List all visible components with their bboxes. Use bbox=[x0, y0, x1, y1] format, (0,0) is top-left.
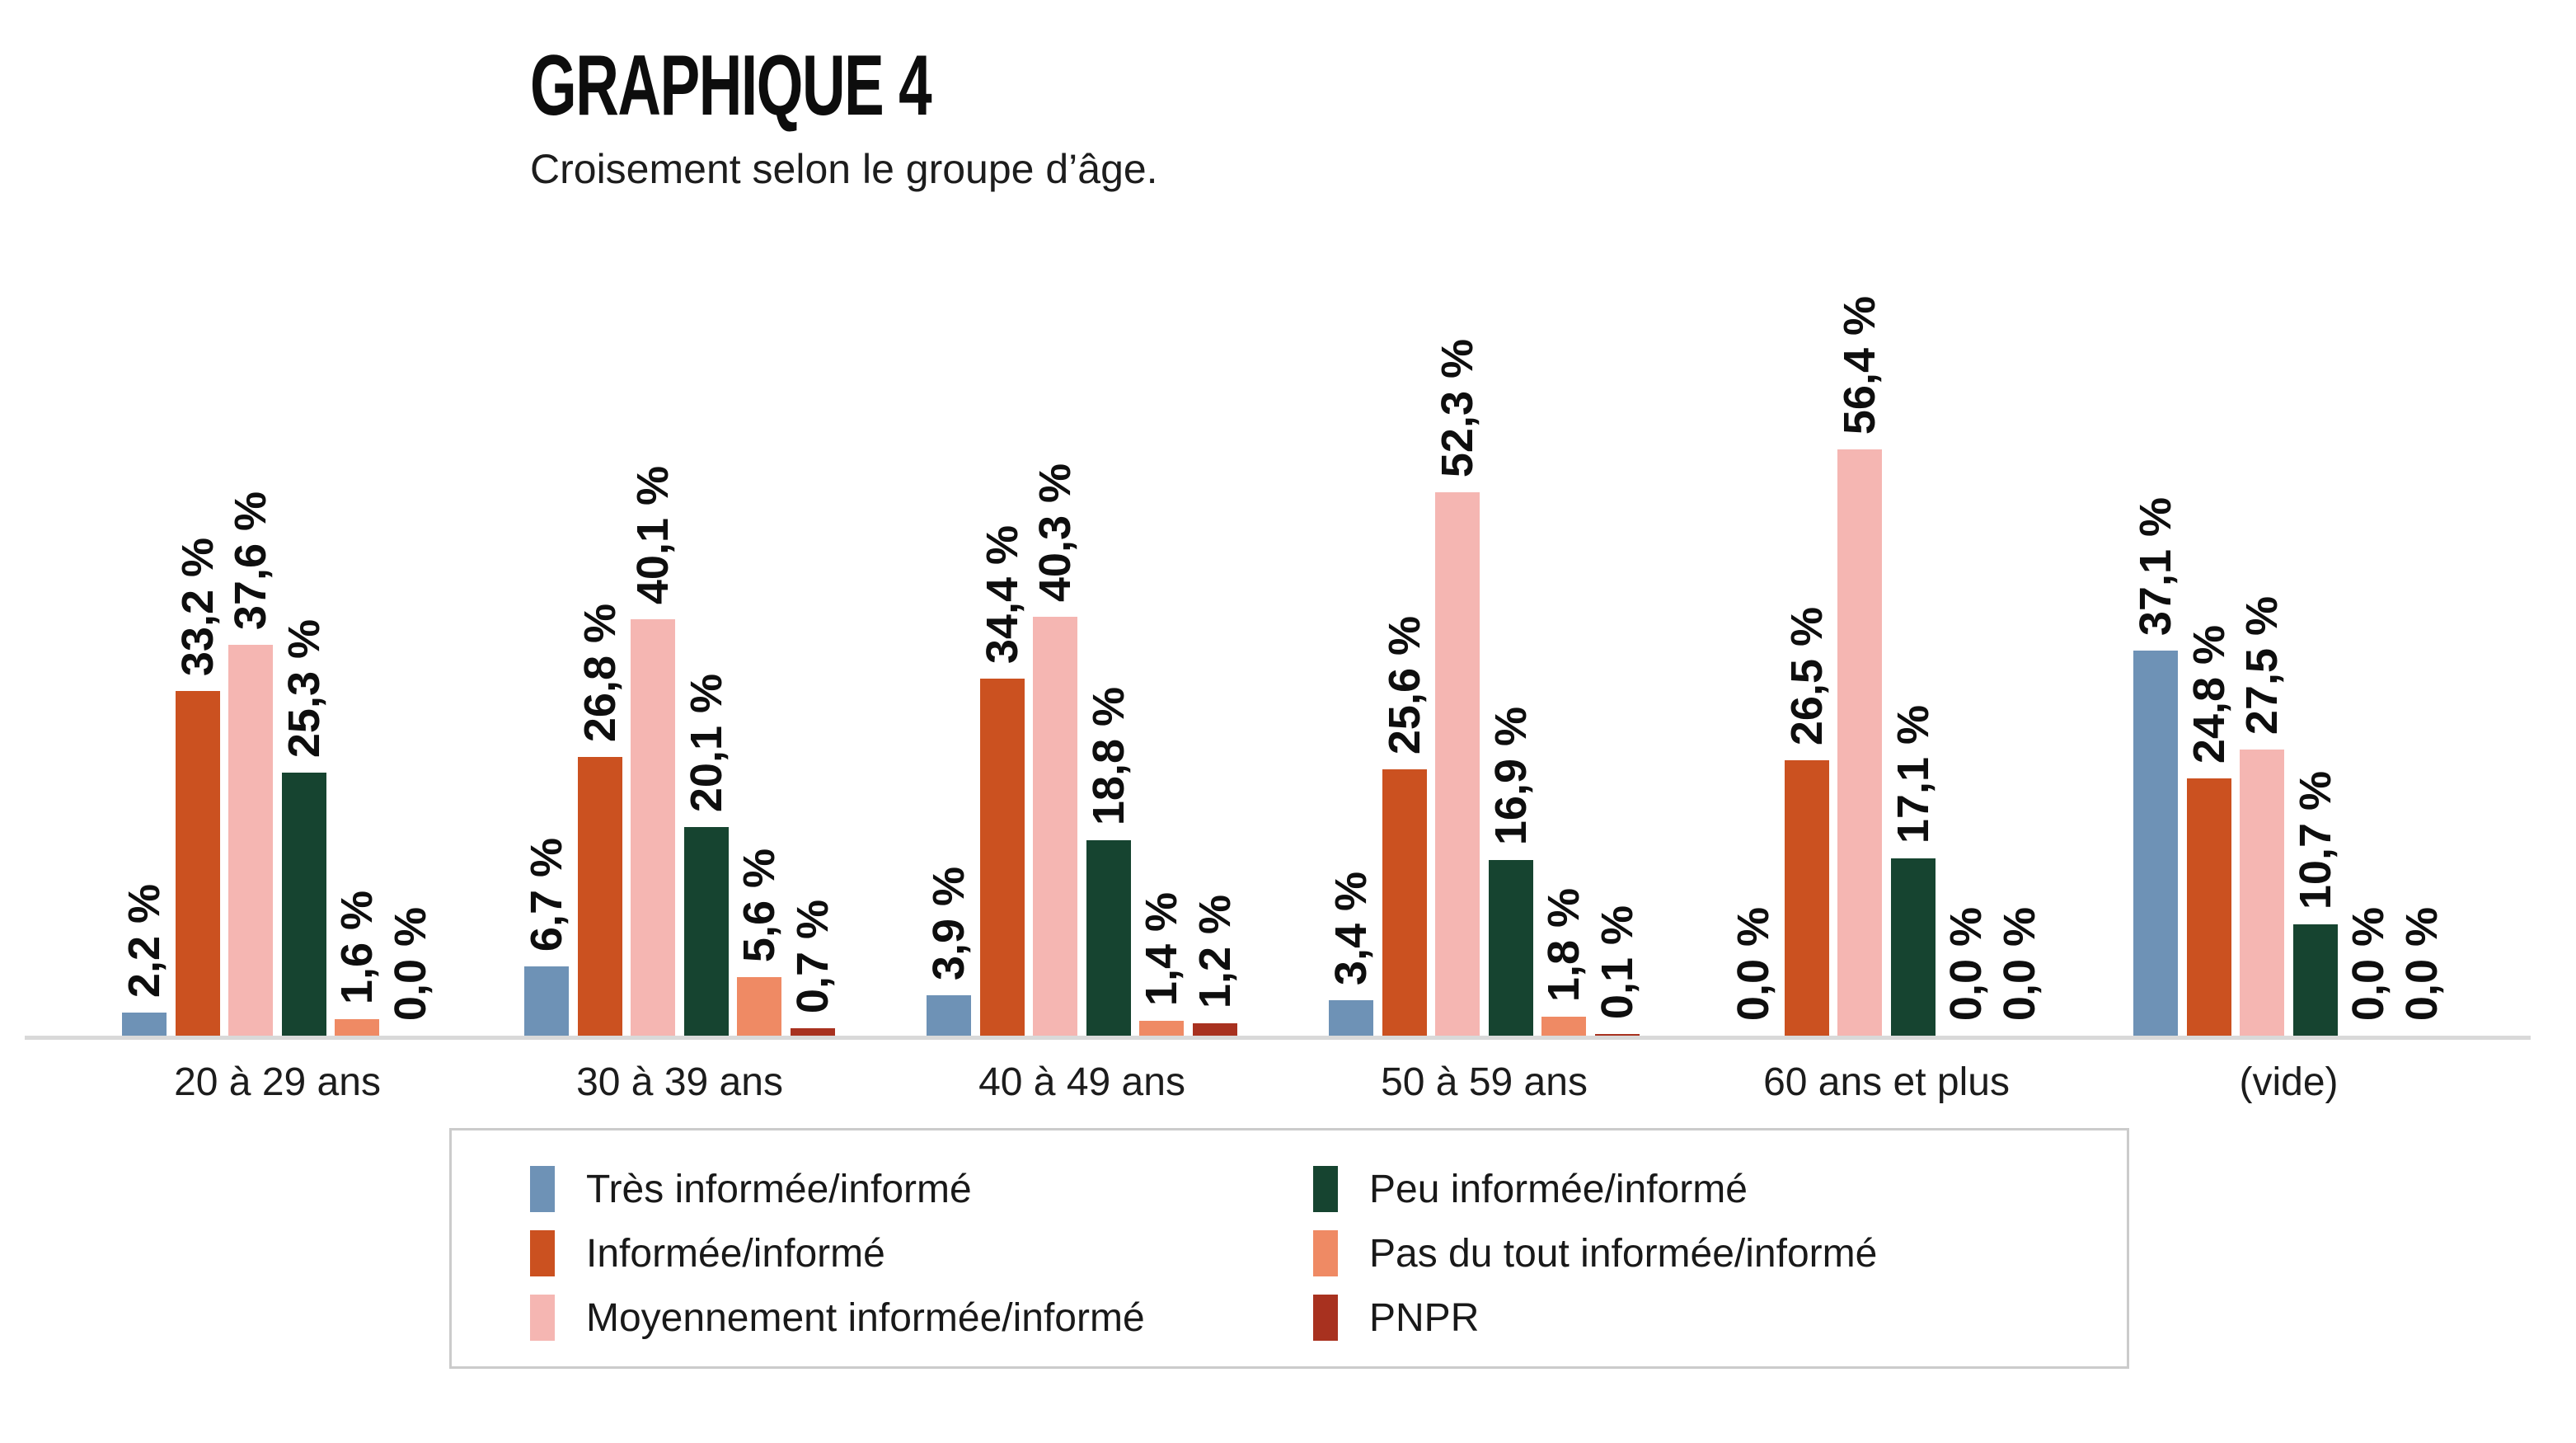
bar-cell bbox=[1189, 894, 1240, 1036]
bar-value-label: 16,9 % bbox=[1485, 706, 1536, 845]
legend-column-right bbox=[1313, 1157, 1877, 1366]
bar-cell bbox=[681, 673, 731, 1036]
bar-cell bbox=[1941, 906, 1992, 1036]
bar-cell bbox=[1030, 463, 1081, 1036]
bar-value-label: 33,2 % bbox=[172, 537, 223, 676]
category-label: 50 à 59 ans bbox=[1381, 1060, 1588, 1104]
bar bbox=[1139, 1021, 1184, 1036]
bar-value-label: 37,1 % bbox=[2131, 496, 2180, 636]
bar-cell bbox=[524, 838, 569, 1036]
bar-value-label: 0,0 % bbox=[1941, 906, 1992, 1021]
bar bbox=[791, 1028, 835, 1036]
bar-cell bbox=[2396, 906, 2447, 1036]
chart-legend bbox=[449, 1128, 2129, 1369]
bar bbox=[1435, 492, 1480, 1036]
bar-value-label: 0,0 % bbox=[385, 906, 435, 1021]
legend-swatch bbox=[1313, 1166, 1338, 1212]
bar-value-label: 2,2 % bbox=[120, 883, 169, 998]
bar-value-label: 5,6 % bbox=[734, 848, 785, 962]
bar bbox=[1033, 617, 1077, 1036]
bar-cell bbox=[332, 890, 382, 1036]
bar-value-label: 3,9 % bbox=[924, 866, 974, 980]
bar-value-label: 0,1 % bbox=[1592, 905, 1642, 1019]
bar bbox=[335, 1019, 379, 1036]
legend-label: PNPR bbox=[1369, 1295, 1480, 1340]
bar-value-label: 0,0 % bbox=[2396, 906, 2447, 1021]
bar-group bbox=[1326, 338, 1642, 1036]
bar-cell bbox=[924, 866, 974, 1036]
bar bbox=[684, 827, 729, 1036]
legend-item bbox=[530, 1286, 1313, 1350]
bar bbox=[1837, 449, 1882, 1036]
bar-value-label: 40,3 % bbox=[1030, 463, 1081, 602]
chart-groups bbox=[122, 296, 2536, 1036]
bar-value-label: 20,1 % bbox=[681, 673, 731, 812]
category-label: 30 à 39 ans bbox=[576, 1060, 783, 1104]
bar bbox=[2187, 778, 2231, 1036]
legend-swatch bbox=[530, 1295, 555, 1341]
bar bbox=[1891, 858, 1936, 1036]
bar-cell bbox=[2290, 770, 2340, 1036]
legend-swatch bbox=[530, 1230, 555, 1276]
category-label: (vide) bbox=[2239, 1060, 2339, 1104]
bar-value-label: 25,6 % bbox=[1379, 615, 1429, 754]
bar-cell bbox=[2344, 906, 2394, 1036]
bar-value-label: 6,7 % bbox=[522, 837, 571, 952]
bar-group bbox=[2131, 496, 2447, 1036]
bar bbox=[176, 691, 220, 1036]
bar-value-label: 27,5 % bbox=[2237, 595, 2287, 735]
bar-value-label: 1,6 % bbox=[332, 890, 382, 1004]
bar bbox=[2240, 750, 2284, 1036]
chart-subtitle: Croisement selon le groupe d’âge. bbox=[530, 146, 1158, 192]
bar-cell bbox=[734, 848, 785, 1036]
category-label: 40 à 49 ans bbox=[978, 1060, 1185, 1104]
bar-group bbox=[122, 491, 433, 1036]
bar bbox=[1193, 1023, 1237, 1036]
bar-value-label: 0,0 % bbox=[1729, 906, 1778, 1021]
bar-value-label: 1,2 % bbox=[1189, 894, 1240, 1008]
category-label: 20 à 29 ans bbox=[174, 1060, 381, 1104]
bar-cell bbox=[1083, 686, 1133, 1036]
bar-cell bbox=[1326, 871, 1376, 1036]
legend-label: Informée/informé bbox=[586, 1231, 885, 1276]
bar-value-label: 37,6 % bbox=[226, 491, 276, 630]
bar-cell bbox=[1731, 907, 1776, 1036]
bar bbox=[1541, 1017, 1586, 1036]
bar-cell bbox=[1994, 906, 2044, 1036]
bar bbox=[980, 679, 1025, 1036]
category-label: 60 ans et plus bbox=[1763, 1060, 2010, 1104]
legend-label: Pas du tout informée/informé bbox=[1369, 1231, 1878, 1276]
bar-value-label: 26,5 % bbox=[1781, 606, 1832, 745]
bar-value-label: 0,0 % bbox=[1994, 906, 2044, 1021]
bar bbox=[2133, 651, 2178, 1036]
bar-value-label: 52,3 % bbox=[1433, 338, 1483, 477]
bar-cell bbox=[2237, 595, 2287, 1036]
legend-label: Moyennement informée/informé bbox=[586, 1295, 1145, 1340]
bar-group bbox=[522, 465, 838, 1036]
bar-cell bbox=[1485, 706, 1536, 1036]
legend-item bbox=[1313, 1221, 1877, 1286]
bar-cell bbox=[1835, 295, 1885, 1036]
bar-value-label: 25,3 % bbox=[279, 618, 329, 758]
bar-cell bbox=[1433, 338, 1483, 1036]
legend-column-left bbox=[530, 1157, 1313, 1366]
bar bbox=[1489, 860, 1533, 1036]
chart-header bbox=[530, 38, 1158, 193]
bar-value-label: 3,4 % bbox=[1326, 871, 1376, 985]
legend-item bbox=[1313, 1157, 1877, 1221]
bar bbox=[122, 1013, 167, 1036]
bar-cell bbox=[1592, 905, 1642, 1036]
bar-cell bbox=[977, 524, 1027, 1036]
bar bbox=[1329, 1000, 1373, 1036]
bar-value-label: 18,8 % bbox=[1083, 686, 1133, 825]
bar-value-label: 0,7 % bbox=[787, 899, 838, 1013]
bar-cell bbox=[1379, 615, 1429, 1036]
bar-cell bbox=[172, 537, 223, 1036]
bar-cell bbox=[628, 465, 678, 1036]
legend-swatch bbox=[1313, 1230, 1338, 1276]
bar bbox=[282, 773, 326, 1036]
x-axis-line bbox=[25, 1036, 2531, 1040]
category-labels bbox=[122, 1060, 2536, 1105]
legend-label: Très informée/informé bbox=[586, 1167, 972, 1211]
bar-cell bbox=[1539, 887, 1589, 1036]
bar bbox=[524, 966, 569, 1036]
bar-cell bbox=[1781, 606, 1832, 1036]
bar-cell bbox=[279, 618, 329, 1036]
bar-value-label: 17,1 % bbox=[1888, 704, 1938, 844]
legend-swatch bbox=[530, 1166, 555, 1212]
bar bbox=[1086, 840, 1131, 1036]
bar-value-label: 10,7 % bbox=[2290, 770, 2340, 910]
bar-cell bbox=[122, 884, 167, 1036]
legend-item bbox=[1313, 1286, 1877, 1350]
bar bbox=[631, 619, 675, 1036]
bar-cell bbox=[226, 491, 276, 1036]
bar-value-label: 1,4 % bbox=[1137, 891, 1187, 1006]
bar bbox=[927, 995, 971, 1036]
bar-cell bbox=[1888, 704, 1938, 1036]
bar-cell bbox=[575, 603, 625, 1036]
bar-value-label: 56,4 % bbox=[1835, 295, 1885, 435]
bar-value-label: 34,4 % bbox=[977, 524, 1027, 664]
bar-value-label: 0,0 % bbox=[2344, 906, 2394, 1021]
bar-cell bbox=[1137, 891, 1187, 1036]
bar-value-label: 1,8 % bbox=[1539, 887, 1589, 1002]
bar bbox=[2293, 924, 2338, 1036]
legend-item bbox=[530, 1157, 1313, 1221]
legend-item bbox=[530, 1221, 1313, 1286]
bar bbox=[228, 645, 273, 1036]
bar bbox=[1382, 769, 1427, 1036]
bar-cell bbox=[385, 906, 435, 1036]
bar-cell bbox=[2184, 624, 2234, 1036]
bar bbox=[737, 977, 781, 1036]
bar-group bbox=[1731, 296, 2042, 1036]
bar-cell bbox=[2133, 497, 2178, 1036]
bar-cell bbox=[787, 899, 838, 1036]
bar-value-label: 40,1 % bbox=[628, 465, 678, 604]
bar bbox=[1785, 760, 1829, 1036]
legend-label: Peu informée/informé bbox=[1369, 1167, 1748, 1211]
bar-value-label: 26,8 % bbox=[575, 603, 625, 742]
chart-title: GRAPHIQUE 4 bbox=[530, 38, 931, 134]
bar-group bbox=[924, 463, 1240, 1036]
bar-value-label: 24,8 % bbox=[2184, 624, 2234, 764]
legend-swatch bbox=[1313, 1295, 1338, 1341]
bar bbox=[578, 757, 622, 1036]
